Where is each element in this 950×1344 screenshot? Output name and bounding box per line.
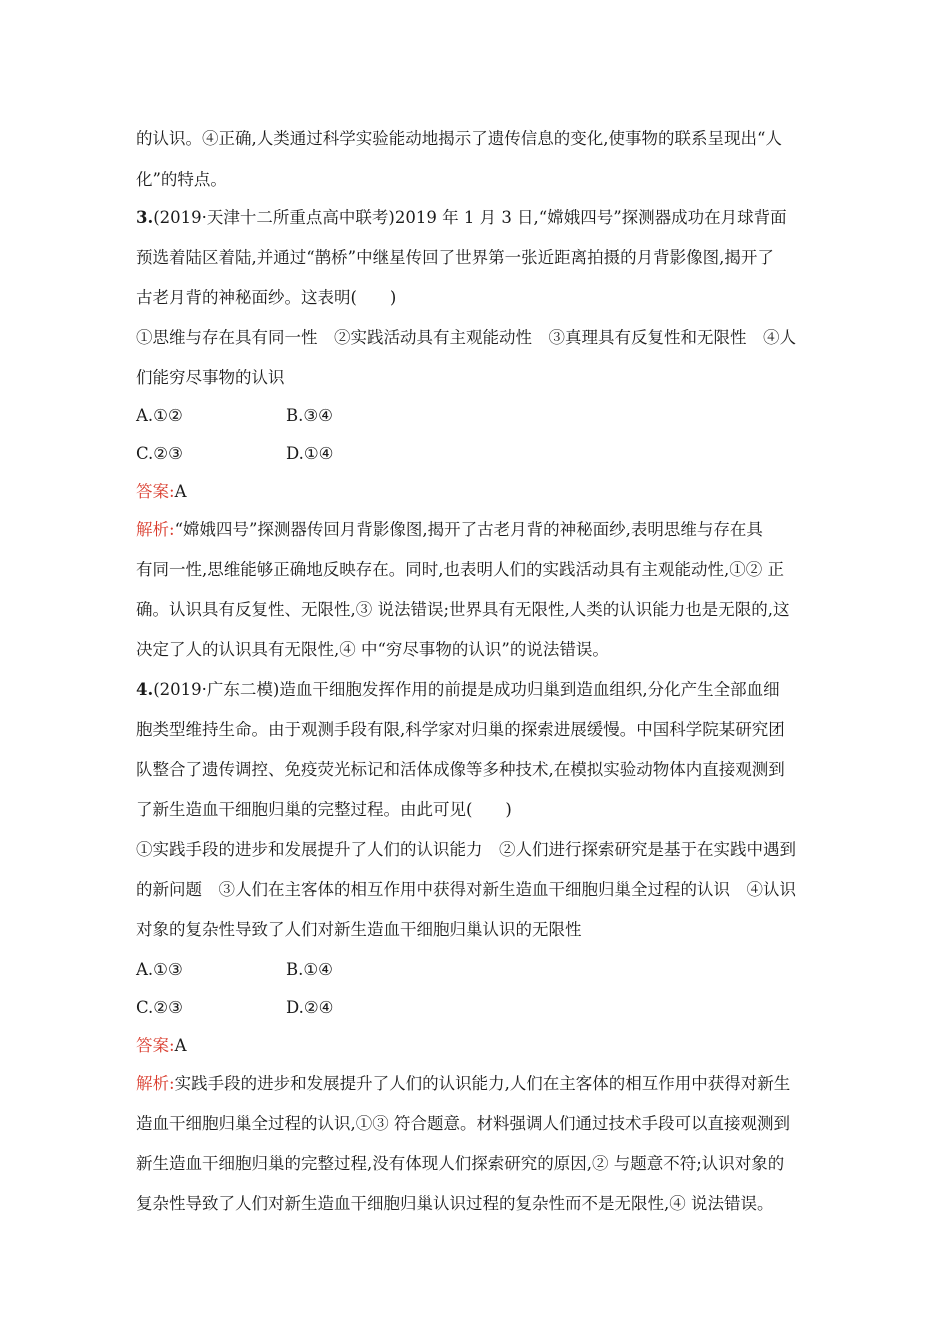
- question-3-statements: 们能穷尽事物的认识: [136, 368, 285, 387]
- question-3-analysis: [136, 519, 763, 541]
- question-number: 4.: [136, 680, 154, 699]
- choice-c: C.②③: [136, 444, 183, 463]
- question-4-stem: 队整合了遗传调控、免疫荧光标记和活体成像等多种技术,在模拟实验动物体内直接观测到: [136, 760, 785, 779]
- intro-line: 的认识。④正确,人类通过科学实验能动地揭示了遗传信息的变化,使事物的联系呈现出“人: [136, 129, 782, 148]
- choice-b: B.③④: [286, 406, 333, 425]
- question-4-choices-row: [136, 997, 334, 1019]
- question-3-analysis: 确。认识具有反复性、无限性,③ 说法错误;世界具有无限性,人类的认识能力也是无限的,这: [136, 600, 790, 619]
- question-3-statements: ①思维与存在具有同一性 ②实践活动具有主观能动性 ③真理具有反复性和无限性 ④人: [136, 328, 796, 347]
- answer-value: A: [174, 1036, 187, 1055]
- question-4-stem: [136, 679, 780, 701]
- choice-d: D.①④: [286, 444, 334, 463]
- question-number: 3.: [136, 208, 154, 227]
- choice-a: A.①②: [136, 406, 183, 425]
- question-3-stem: 古老月背的神秘面纱。这表明( ): [136, 288, 397, 307]
- question-4-choices-row: [136, 959, 333, 981]
- question-stem-text: (2019·天津十二所重点高中联考)2019 年 1 月 3 日,“嫦娥四号”探测器成功在月球背面: [153, 208, 787, 227]
- question-3-stem: [136, 207, 787, 229]
- question-4-answer: [136, 1035, 186, 1057]
- question-3-choices-row: [136, 443, 334, 465]
- analysis-text: “嫦娥四号”探测器传回月背影像图,揭开了古老月背的神秘面纱,表明思维与存在具: [174, 520, 763, 539]
- choice-b: B.①④: [286, 960, 333, 979]
- question-3-analysis: 有同一性,思维能够正确地反映存在。同时,也表明人们的实践活动具有主观能动性,①② 正: [136, 560, 784, 579]
- intro-line: 化”的特点。: [136, 170, 227, 189]
- question-4-analysis: 复杂性导致了人们对新生造血干细胞归巢认识过程的复杂性而不是无限性,④ 说法错误。: [136, 1194, 774, 1213]
- question-4-analysis: [136, 1073, 790, 1095]
- question-4-stem: 胞类型维持生命。由于观测手段有限,科学家对归巢的探索进展缓慢。中国科学院某研究团: [136, 720, 785, 739]
- answer-value: A: [174, 482, 187, 501]
- choice-d: D.②④: [286, 998, 334, 1017]
- question-4-analysis: 造血干细胞归巢全过程的认识,①③ 符合题意。材料强调人们通过技术手段可以直接观测到: [136, 1114, 790, 1133]
- question-3-choices-row: [136, 405, 333, 427]
- question-stem-text: (2019·广东二模)造血干细胞发挥作用的前提是成功归巢到造血组织,分化产生全部血细: [153, 680, 780, 699]
- choice-a: A.①③: [136, 960, 183, 979]
- question-4-stem: 了新生造血干细胞归巢的完整过程。由此可见( ): [136, 800, 512, 819]
- choice-c: C.②③: [136, 998, 183, 1017]
- analysis-text: 实践手段的进步和发展提升了人们的认识能力,人们在主客体的相互作用中获得对新生: [174, 1074, 791, 1093]
- answer-label: 答案:: [136, 1036, 175, 1055]
- answer-label: 答案:: [136, 482, 175, 501]
- analysis-label: 解析:: [136, 520, 175, 539]
- question-4-statements: 的新问题 ③人们在主客体的相互作用中获得对新生造血干细胞归巢全过程的认识 ④认识: [136, 880, 796, 899]
- question-4-statements: 对象的复杂性导致了人们对新生造血干细胞归巢认识的无限性: [136, 920, 582, 939]
- question-3-answer: [136, 481, 186, 503]
- analysis-label: 解析:: [136, 1074, 175, 1093]
- question-3-stem: 预选着陆区着陆,并通过“鹊桥”中继星传回了世界第一张近距离拍摄的月背影像图,揭开了: [136, 248, 774, 267]
- question-4-statements: ①实践手段的进步和发展提升了人们的认识能力 ②人们进行探索研究是基于在实践中遇到: [136, 840, 796, 859]
- question-4-analysis: 新生造血干细胞归巢的完整过程,没有体现人们探索研究的原因,② 与题意不符;认识对象的: [136, 1154, 785, 1173]
- question-3-analysis: 决定了人的认识具有无限性,④ 中“穷尽事物的认识”的说法错误。: [136, 640, 609, 659]
